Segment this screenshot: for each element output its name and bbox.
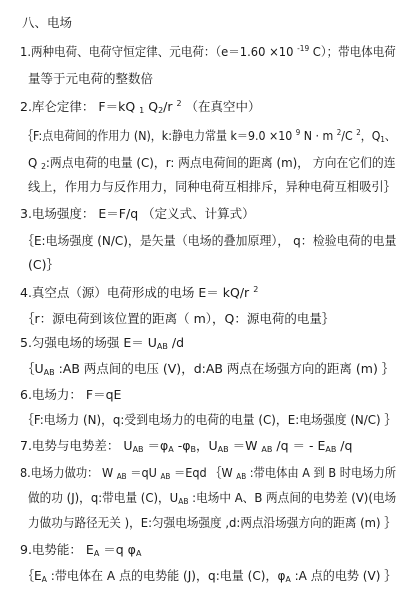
text: 7.电势与电势差： U [20, 438, 133, 453]
text: C）；带电体电荷 [309, 44, 396, 59]
item-2-line-3 [28, 154, 396, 172]
item-9-line-1 [20, 541, 141, 559]
section-title: 八、电场 [22, 15, 73, 30]
item-3-line-2: ｛E:电场强度 (N/C)，是矢量（电场的叠加原理）， q：检验电荷的电量 [22, 233, 397, 248]
text: 8.电场力做功： W [20, 465, 117, 480]
item-6-line-2: ｛F:电场力 (N)，q:受到电场力的电荷的电量 (C)，E:电场强度 (N/C) ｝ [22, 412, 397, 427]
subscript: 2 [158, 106, 164, 115]
item-5-line-1 [20, 334, 184, 352]
text: ＝W [228, 438, 262, 453]
text: /q ＝ - E [272, 438, 326, 453]
text: ，U [195, 438, 218, 453]
superscript: 2 [356, 128, 361, 137]
text: N · m [300, 128, 337, 143]
subscript: 2 [41, 162, 46, 171]
subscript: AB [43, 368, 55, 377]
item-2-line-4: 线上，作用力与反作用力，同种电荷互相排斥，异种电荷互相吸引｝ [28, 179, 396, 194]
item-3-line-1: 3.电场强度： E＝F/q （定义式、计算式） [20, 206, 255, 221]
item-8-line-2 [28, 489, 396, 507]
text: -φ [173, 438, 191, 453]
subscript: AB [160, 472, 171, 481]
text: ＝q φ [99, 542, 136, 557]
item-5-line-2 [22, 360, 394, 378]
subscript: A [41, 575, 47, 584]
text: ｛F:点电荷间的作用力 (N)，k:静电力常量 k＝9.0 ×10 [22, 128, 296, 143]
text: ＝qU [126, 465, 161, 480]
item-4-line-2: ｛r：源电荷到该位置的距离（ m），Q：源电荷的电量｝ [22, 311, 335, 326]
text: :A 点的电势 (V) ｝ [290, 568, 397, 583]
item-8-line-3: 力做功与路径无关 )，E:匀强电场强度 ,d:两点沿场强方向的距离 (m) ｝ [28, 515, 396, 530]
text: 2.库仑定律： F＝kQ [20, 99, 140, 114]
item-2-line-2 [22, 127, 396, 145]
subscript: AB [156, 342, 168, 351]
text: ｛E [22, 568, 42, 583]
subscript: A [168, 445, 174, 454]
text: ＝Eqd ｛W [170, 465, 237, 480]
subscript: AB [236, 472, 247, 481]
superscript: 2 [336, 128, 342, 137]
subscript: A [93, 549, 100, 558]
text: 5.匀强电场的场强 E＝ U [20, 335, 157, 350]
text: /r [163, 99, 177, 114]
text: /d [167, 335, 185, 350]
subscript: AB [132, 445, 144, 454]
text: 做的功 (J)，q:带电量 (C)，U [28, 490, 179, 505]
text: 4.真空点（源）电荷形成的电场 E＝ kQ/r [20, 285, 254, 300]
item-1-line-2: 量等于元电荷的整数倍 [28, 71, 154, 86]
subscript: AB [178, 497, 189, 506]
text: （在真空中） [181, 99, 261, 114]
subscript: AB [116, 472, 127, 481]
subscript: AB [325, 445, 337, 454]
text: ，Q [360, 128, 381, 143]
text: :带电体在 A 点的电势能 (J)，q:电量 (C)，φ [46, 568, 286, 583]
text: /C [341, 128, 357, 143]
superscript: 2 [253, 285, 259, 294]
item-9-line-2 [22, 567, 396, 585]
item-2-line-1 [20, 98, 261, 116]
subscript: A [135, 549, 142, 558]
text: :AB 两点间的电压 (V)，d:AB 两点在场强方向的距离 (m) ｝ [54, 361, 395, 376]
text: Q [144, 99, 159, 114]
subscript: A [285, 575, 291, 584]
superscript: 9 [295, 128, 301, 137]
item-3-line-3: (C)｝ [28, 257, 59, 272]
subscript: 1 [380, 135, 385, 144]
text: :带电体由 A 到 B 时电场力所 [246, 465, 397, 480]
subscript: B [190, 445, 196, 454]
item-4-line-1 [20, 284, 258, 302]
text: :电场中 A、B 两点间的电势差 (V)(电场 [188, 490, 397, 505]
text: 、 [384, 128, 396, 143]
text: :两点电荷的电量 (C)，r: 两点电荷间的距离 (m)， 方向在它们的连 [45, 155, 396, 170]
subscript: AB [217, 445, 229, 454]
item-1-line-1 [20, 43, 396, 61]
subscript: 1 [139, 106, 145, 115]
text: Q [28, 155, 42, 170]
text: /q [336, 438, 353, 453]
superscript: 2 [176, 99, 182, 108]
item-7-line-1 [20, 437, 352, 455]
text: 9.电势能： E [20, 542, 94, 557]
text: ｛U [22, 361, 44, 376]
text: 1.两种电荷、电荷守恒定律、元电荷：（e＝1.60 ×10 [20, 44, 298, 59]
item-6-line-1: 6.电场力： F＝qE [20, 387, 122, 402]
text: ＝φ [143, 438, 169, 453]
superscript: -19 [297, 44, 310, 53]
subscript: AB [261, 445, 273, 454]
item-8-line-1 [20, 464, 396, 482]
